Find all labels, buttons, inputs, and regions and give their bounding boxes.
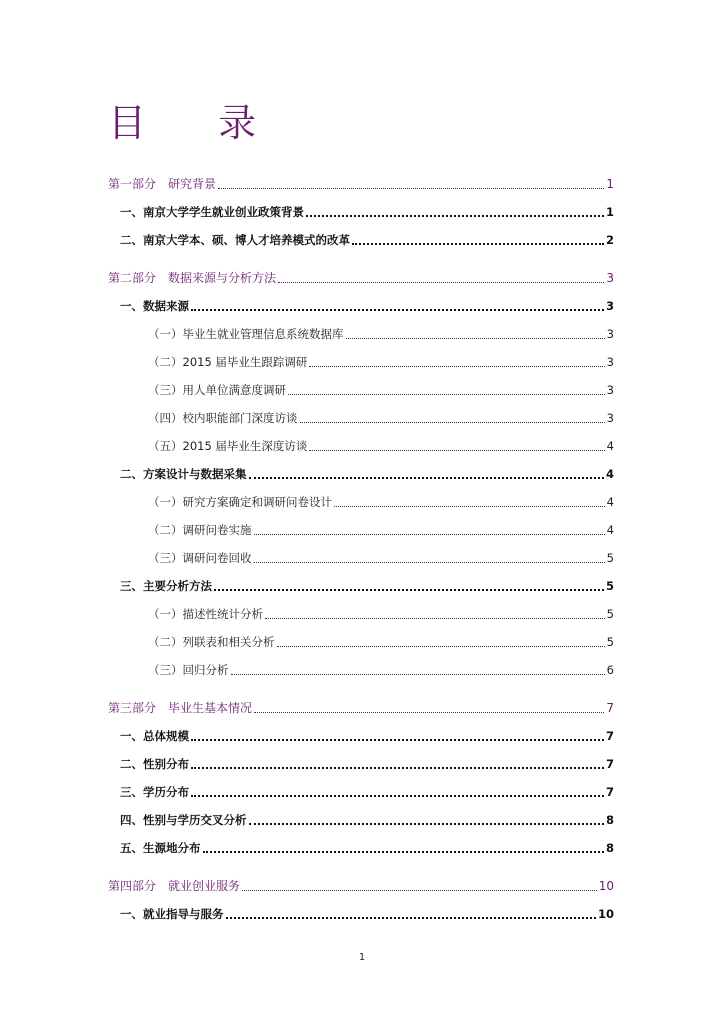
toc-entry-page: 5 bbox=[606, 551, 614, 565]
toc-entry-page: 1 bbox=[606, 177, 614, 191]
dot-leader bbox=[309, 441, 604, 451]
dot-leader bbox=[265, 609, 605, 619]
dot-leader bbox=[226, 909, 596, 919]
toc-entry[interactable] bbox=[120, 232, 614, 248]
toc-entry-page: 3 bbox=[605, 299, 614, 313]
toc-entry-label: （三）回归分析 bbox=[148, 663, 229, 677]
toc-entry-page: 4 bbox=[606, 495, 614, 509]
dot-leader bbox=[249, 815, 604, 825]
toc-entry-label: （一）毕业生就业管理信息系统数据库 bbox=[148, 327, 344, 341]
toc-entry-page: 4 bbox=[606, 439, 614, 453]
toc-entry-label: 三、学历分布 bbox=[120, 785, 189, 799]
dot-leader bbox=[218, 179, 604, 189]
dot-leader bbox=[242, 881, 597, 891]
toc-entry[interactable] bbox=[120, 756, 614, 772]
toc-entry-page: 7 bbox=[606, 701, 614, 715]
toc-entry-page: 3 bbox=[606, 271, 614, 285]
toc-entry-label: 四、性别与学历交叉分析 bbox=[120, 813, 247, 827]
toc-entry[interactable] bbox=[120, 906, 614, 922]
toc-entry-label: （一）研究方案确定和调研问卷设计 bbox=[148, 495, 332, 509]
dot-leader bbox=[214, 581, 604, 591]
dot-leader bbox=[352, 235, 604, 245]
toc-entry[interactable] bbox=[120, 204, 614, 220]
toc-entry-page: 3 bbox=[606, 327, 614, 341]
toc-entry-label: （五）2015 届毕业生深度访谈 bbox=[148, 439, 308, 453]
toc-entry-page: 4 bbox=[605, 467, 614, 481]
toc-entry[interactable] bbox=[148, 522, 614, 538]
toc-entry-page: 5 bbox=[606, 635, 614, 649]
toc-entry[interactable] bbox=[120, 728, 614, 744]
dot-leader bbox=[346, 329, 605, 339]
toc-entry-page: 1 bbox=[605, 205, 614, 219]
toc-entry-label: （三）调研问卷回收 bbox=[148, 551, 252, 565]
toc-entry[interactable] bbox=[120, 298, 614, 314]
toc-entry-page: 3 bbox=[606, 383, 614, 397]
toc-entry-page: 4 bbox=[606, 523, 614, 537]
toc-entry-label: 一、南京大学学生就业创业政策背景 bbox=[120, 205, 304, 219]
toc-entry-page: 2 bbox=[605, 233, 614, 247]
dot-leader bbox=[191, 301, 604, 311]
toc-entry-page: 10 bbox=[597, 907, 614, 921]
toc-entry[interactable] bbox=[148, 438, 614, 454]
toc-entry-page: 10 bbox=[598, 879, 614, 893]
toc-entry-page: 3 bbox=[606, 411, 614, 425]
toc-entry[interactable] bbox=[148, 550, 614, 566]
toc-entry[interactable] bbox=[148, 326, 614, 342]
toc-entry-label: （四）校内职能部门深度访谈 bbox=[148, 411, 298, 425]
toc-entry[interactable] bbox=[148, 410, 614, 426]
toc-entry[interactable] bbox=[148, 494, 614, 510]
toc-entry-page: 5 bbox=[606, 607, 614, 621]
toc-entry[interactable] bbox=[120, 466, 614, 482]
toc-entry[interactable] bbox=[120, 578, 614, 594]
dot-leader bbox=[191, 731, 604, 741]
toc-entry-page: 8 bbox=[605, 841, 614, 855]
toc-entry-label: （二）列联表和相关分析 bbox=[148, 635, 275, 649]
toc-entry-page: 6 bbox=[606, 663, 614, 677]
toc-entry[interactable] bbox=[120, 840, 614, 856]
toc-entry-label: 第二部分 数据来源与分析方法 bbox=[108, 271, 277, 285]
toc-entry-label: 一、总体规模 bbox=[120, 729, 189, 743]
toc-entry-label: 二、南京大学本、硕、博人才培养模式的改革 bbox=[120, 233, 350, 247]
toc-entry-part-3[interactable] bbox=[108, 700, 614, 716]
dot-leader bbox=[277, 637, 605, 647]
toc-entry[interactable] bbox=[120, 784, 614, 800]
toc-entry-label: 一、就业指导与服务 bbox=[120, 907, 224, 921]
dot-leader bbox=[254, 553, 605, 563]
toc-entry[interactable] bbox=[148, 606, 614, 622]
toc-entry-page: 5 bbox=[605, 579, 614, 593]
toc-entry-label: （二）2015 届毕业生跟踪调研 bbox=[148, 355, 308, 369]
dot-leader bbox=[249, 469, 604, 479]
toc-entry-label: 五、生源地分布 bbox=[120, 841, 201, 855]
dot-leader bbox=[288, 385, 605, 395]
toc-entry-page: 7 bbox=[605, 757, 614, 771]
toc-entry-label: 第四部分 就业创业服务 bbox=[108, 879, 241, 893]
toc-entry-label: 二、性别分布 bbox=[120, 757, 189, 771]
toc-entry-part-4[interactable] bbox=[108, 878, 614, 894]
toc-entry-label: 一、数据来源 bbox=[120, 299, 189, 313]
toc-entry[interactable] bbox=[148, 634, 614, 650]
dot-leader bbox=[278, 273, 604, 283]
toc-entry-label: 二、方案设计与数据采集 bbox=[120, 467, 247, 481]
page-title: 目 录 bbox=[108, 101, 287, 145]
toc-entry-label: 三、主要分析方法 bbox=[120, 579, 212, 593]
toc-entry-label: 第一部分 研究背景 bbox=[108, 177, 217, 191]
dot-leader bbox=[203, 843, 604, 853]
toc-entry-part-2[interactable] bbox=[108, 270, 614, 286]
dot-leader bbox=[254, 703, 604, 713]
toc-entry[interactable] bbox=[148, 382, 614, 398]
toc-entry-part-1[interactable] bbox=[108, 176, 614, 192]
dot-leader bbox=[334, 497, 605, 507]
toc-entry-page: 7 bbox=[605, 729, 614, 743]
dot-leader bbox=[306, 207, 604, 217]
toc-entry[interactable] bbox=[120, 812, 614, 828]
page-number: 1 bbox=[358, 952, 366, 963]
toc-entry-label: （一）描述性统计分析 bbox=[148, 607, 263, 621]
toc-entry-label: 第三部分 毕业生基本情况 bbox=[108, 701, 253, 715]
toc-entry-label: （二）调研问卷实施 bbox=[148, 523, 252, 537]
toc-entry-page: 8 bbox=[605, 813, 614, 827]
toc-entry-label: （三）用人单位满意度调研 bbox=[148, 383, 286, 397]
dot-leader bbox=[231, 665, 605, 675]
toc-entry[interactable] bbox=[148, 662, 614, 678]
dot-leader bbox=[300, 413, 605, 423]
dot-leader bbox=[191, 787, 604, 797]
toc-entry[interactable] bbox=[148, 354, 614, 370]
toc-entry-page: 3 bbox=[606, 355, 614, 369]
dot-leader bbox=[254, 525, 605, 535]
toc-entry-page: 7 bbox=[605, 785, 614, 799]
dot-leader bbox=[191, 759, 604, 769]
dot-leader bbox=[309, 357, 604, 367]
